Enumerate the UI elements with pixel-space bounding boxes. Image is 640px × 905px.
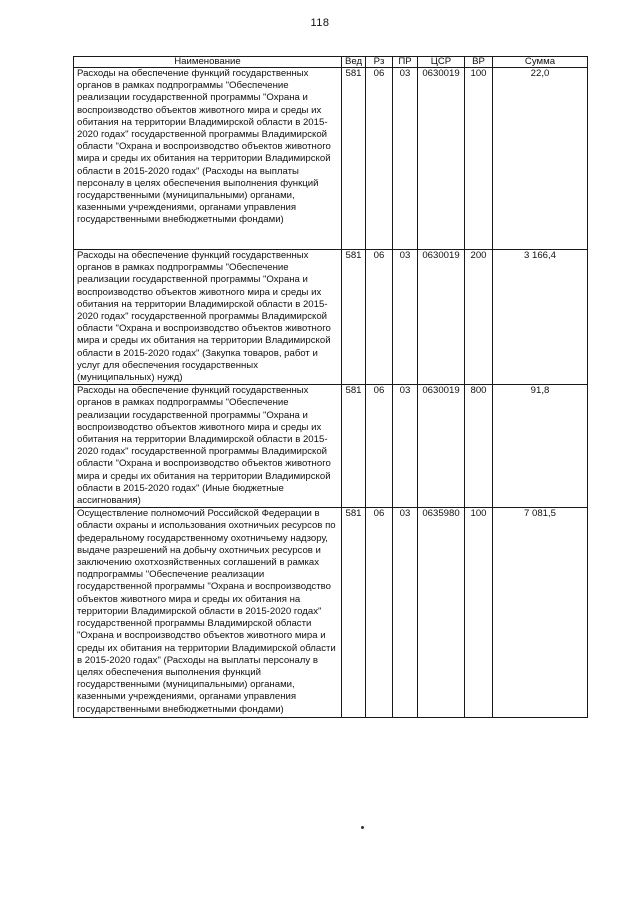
row-vr: 100 [465, 508, 493, 718]
row-sum: 91,8 [493, 385, 588, 508]
header-pr: ПР [393, 57, 418, 68]
row-csr: 0630019 [418, 385, 465, 508]
page-number: 118 [310, 17, 330, 29]
header-sum: Сумма [493, 57, 588, 68]
row-ved: 581 [342, 250, 366, 385]
table-header-row [74, 57, 588, 68]
header-vr: ВР [465, 57, 493, 68]
table-row [74, 508, 588, 718]
row-csr: 0635980 [418, 508, 465, 718]
row-sum: 7 081,5 [493, 508, 588, 718]
scan-speck [361, 826, 364, 829]
row-ved: 581 [342, 385, 366, 508]
row-sum: 3 166,4 [493, 250, 588, 385]
row-sum: 22,0 [493, 68, 588, 250]
row-csr: 0630019 [418, 250, 465, 385]
row-vr: 800 [465, 385, 493, 508]
row-pr: 03 [393, 385, 418, 508]
row-name: Осуществление полномочий Российской Федерации в области охраны и использования охотничьих ресурсов по федеральному государственному охотничьему надзору, выдаче разрешений на добычу охотничьих ресурсов и заключению охотхозяйственных соглашений в рамках подпрограммы "Обеспечение реализации государственной программы "Охрана и воспроизводство объектов животного мира и среды их обитания на территории Владимирской области в 2015-2020 годах" государственной программы Владимирской области "Охрана и воспроизводство объектов животного мира и среды их обитания на территории Владимирской области в 2015-2020 годах" (Расходы на выплаты персоналу в целях обеспечения выполнения функций государственными (муниципальными) органами, казенными учреждениями, органами управления государственными внебюджетными фондами) [74, 508, 342, 718]
header-rz: Рз [366, 57, 393, 68]
row-pr: 03 [393, 508, 418, 718]
row-csr: 0630019 [418, 68, 465, 250]
row-name: Расходы на обеспечение функций государственных органов в рамках подпрограммы "Обеспечение реализации государственной программы "Охрана и воспроизводство объектов животного мира и среды их обитания на территории Владимирской области в 2015-2020 годах" государственной программы Владимирской области "Охрана и воспроизводство объектов животного мира и среды их обитания на территории Владимирской области в 2015-2020 годах" (Расходы на выплаты персоналу в целях обеспечения выполнения функций государственными (муниципальными) органами, казенными учреждениями, органами управления государственными внебюджетными фондами) [74, 68, 342, 250]
row-name: Расходы на обеспечение функций государственных органов в рамках подпрограммы "Обеспечение реализации государственной программы "Охрана и воспроизводство объектов животного мира и среды их обитания на территории Владимирской области в 2015-2020 годах" государственной программы Владимирской области "Охрана и воспроизводство объектов животного мира и среды их обитания на территории Владимирской области в 2015-2020 годах" (Закупка товаров, работ и услуг для обеспечения государственных (муниципальных) нужд) [74, 250, 342, 385]
table-row [74, 385, 588, 508]
row-name: Расходы на обеспечение функций государственных органов в рамках подпрограммы "Обеспечение реализации государственной программы "Охрана и воспроизводство объектов животного мира и среды их обитания на территории Владимирской области в 2015-2020 годах" государственной программы Владимирской области "Охрана и воспроизводство объектов животного мира и среды их обитания на территории Владимирской области в 2015-2020 годах" (Иные бюджетные ассигнования) [74, 385, 342, 508]
header-csr: ЦСР [418, 57, 465, 68]
table-row [74, 68, 588, 250]
budget-table [73, 56, 588, 718]
row-rz: 06 [366, 250, 393, 385]
header-name: Наименование [74, 57, 342, 68]
row-pr: 03 [393, 68, 418, 250]
row-vr: 200 [465, 250, 493, 385]
row-vr: 100 [465, 68, 493, 250]
header-ved: Вед [342, 57, 366, 68]
row-rz: 06 [366, 68, 393, 250]
row-rz: 06 [366, 508, 393, 718]
row-ved: 581 [342, 68, 366, 250]
row-pr: 03 [393, 250, 418, 385]
row-ved: 581 [342, 508, 366, 718]
table-row [74, 250, 588, 385]
row-rz: 06 [366, 385, 393, 508]
